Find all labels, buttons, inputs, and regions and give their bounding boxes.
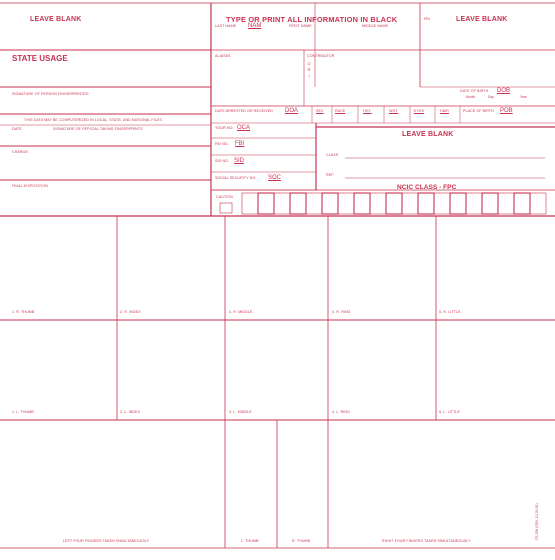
date-arrested-label: DATE ARRESTED OR RECEIVED bbox=[215, 109, 273, 113]
leave-blank-panel: LEAVE BLANK bbox=[402, 131, 454, 138]
hair-label: HAIR bbox=[440, 109, 449, 113]
l-little-label: 5. L. LITTLE bbox=[439, 410, 460, 414]
ncic-box bbox=[402, 193, 418, 214]
l-middle-label: 3. L. MIDDLE bbox=[229, 410, 252, 414]
ssn-label: SOCIAL SECURITY NO. bbox=[215, 176, 257, 180]
ncic-box bbox=[530, 193, 546, 214]
ori-letter-r: R bbox=[307, 67, 311, 72]
eyes-label: EYES bbox=[414, 109, 424, 113]
ncic-box bbox=[306, 193, 322, 214]
r-index-label: 2. R. INDEX bbox=[120, 310, 141, 314]
last-name-label: LAST NAME bbox=[215, 24, 237, 28]
ncic-box bbox=[274, 193, 290, 214]
first-name-label: FIRST NAME bbox=[289, 24, 312, 28]
ncic-box bbox=[482, 193, 498, 214]
pob-code: POB bbox=[500, 108, 513, 114]
middle-name-label: MIDDLE NAME bbox=[362, 24, 389, 28]
r-ring-label: 4. R. RING bbox=[332, 310, 351, 314]
sid-no-label: SID NO. bbox=[215, 159, 230, 163]
ncic-class-label: NCIC CLASS - FPC bbox=[397, 184, 457, 191]
right-four-label: RIGHT FOUR FINGERS TAKEN SIMULTANEOUSLY bbox=[382, 539, 471, 543]
dob-year: Year bbox=[520, 95, 527, 99]
date-label: DATE bbox=[12, 127, 22, 131]
l-index-label: 2. L. INDEX bbox=[120, 410, 141, 414]
state-usage: STATE USAGE bbox=[12, 54, 68, 63]
l-thumb-label: 1. L. THUMB bbox=[12, 410, 34, 414]
ori-letter-o: O bbox=[307, 61, 311, 66]
final-disposition-label: FINAL DISPOSITION bbox=[12, 184, 48, 188]
charge-label: CHARGE bbox=[12, 150, 28, 154]
signature-official-label: SIGNATURE OF OFFICIAL TAKING FINGERPRINTS bbox=[53, 127, 143, 131]
ncic-box bbox=[258, 193, 274, 214]
sex-label: SEX bbox=[316, 109, 324, 113]
ncic-box bbox=[450, 193, 466, 214]
oca-code: OCA bbox=[237, 125, 251, 131]
ref-label: REF. bbox=[326, 173, 335, 177]
your-no-label: YOUR NO. bbox=[215, 126, 234, 130]
form-title: TYPE OR PRINT ALL INFORMATION IN BLACK bbox=[226, 15, 398, 24]
fbi-short-label: FBI bbox=[424, 17, 430, 21]
ncic-box bbox=[498, 193, 514, 214]
r-little-label: 5. R. LITTLE bbox=[439, 310, 461, 314]
ncic-box bbox=[290, 193, 306, 214]
ori-letter-i: I bbox=[308, 73, 310, 78]
leave-blank-left: LEAVE BLANK bbox=[30, 16, 82, 23]
hgt-label: HGT. bbox=[363, 109, 372, 113]
ncic-box bbox=[386, 193, 402, 214]
race-label: RACE bbox=[335, 109, 346, 113]
r-thumb-label: 1. R. THUMB bbox=[12, 310, 35, 314]
ncic-box bbox=[242, 193, 258, 214]
doa-code: DOA bbox=[285, 108, 299, 114]
leave-blank-right: LEAVE BLANK bbox=[456, 16, 508, 23]
r-middle-label: 3. R. MIDDLE bbox=[229, 310, 253, 314]
nam-code: NAM bbox=[248, 23, 262, 29]
signature-person-label: SIGNATURE OF PERSON FINGERPRINTED bbox=[12, 92, 89, 96]
r-thumb-bottom-label: R. THUMB bbox=[292, 539, 311, 543]
sid-code: SID bbox=[234, 158, 245, 164]
l-ring-label: 4. L. RING bbox=[332, 410, 350, 414]
ncic-boxes bbox=[242, 193, 546, 214]
ncic-box bbox=[466, 193, 482, 214]
dob-day: Day bbox=[488, 95, 494, 99]
left-four-label: LEFT FOUR FINGERS TAKEN SIMULTANEOUSLY bbox=[63, 539, 150, 543]
ncic-box bbox=[354, 193, 370, 214]
dob-code: DOB bbox=[497, 88, 511, 94]
computerized-note: THIS DATA MAY BE COMPUTERIZED IN LOCAL, STATE, AND NATIONAL FILES bbox=[24, 118, 162, 122]
contributor-label: CONTRIBUTOR bbox=[307, 54, 335, 58]
ncic-box bbox=[514, 193, 530, 214]
ncic-box bbox=[418, 193, 434, 214]
ncic-box bbox=[338, 193, 354, 214]
ncic-box bbox=[434, 193, 450, 214]
pob-label: PLACE OF BIRTH bbox=[463, 109, 494, 113]
ncic-box bbox=[322, 193, 338, 214]
wgt-label: WGT. bbox=[389, 109, 399, 113]
fbi-no-label: FBI NO. bbox=[215, 142, 229, 146]
aliases-label: ALIASES bbox=[215, 54, 231, 58]
fbi-code: FBI bbox=[235, 141, 245, 147]
soc-code: SOC bbox=[268, 175, 282, 181]
ncic-box bbox=[370, 193, 386, 214]
form-number: FD-258 (REV. 12-29-82) bbox=[535, 503, 539, 540]
dob-month: Month bbox=[466, 95, 476, 99]
class-label: CLASS bbox=[326, 153, 339, 157]
dob-label: DATE OF BIRTH bbox=[460, 89, 489, 93]
l-thumb-bottom-label: L. THUMB bbox=[241, 539, 259, 543]
caution-label: CAUTION bbox=[216, 195, 233, 199]
